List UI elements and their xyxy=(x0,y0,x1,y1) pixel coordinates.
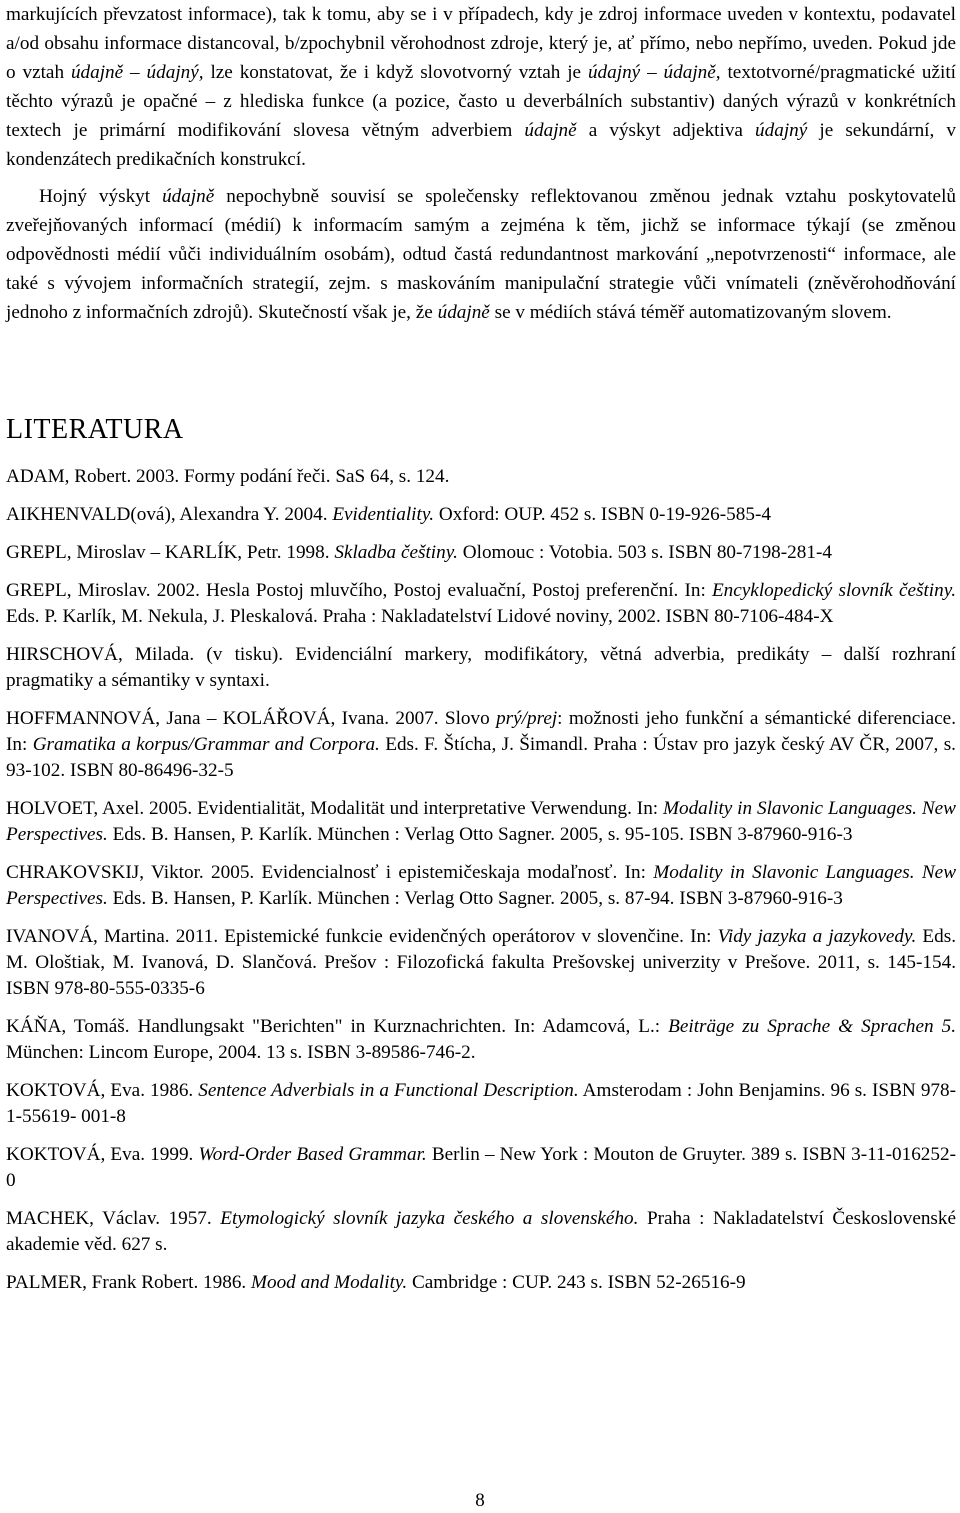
text-run: GREPL, Miroslav. 2002. Hesla Postoj mluvčího, Postoj evaluační, Postoj preferenční. In: xyxy=(6,580,712,601)
italic-text: údajně xyxy=(162,186,215,207)
reference-entry xyxy=(6,706,956,784)
text-run: Eds. B. Hansen, P. Karlík. München : Verlag Otto Sagner. 2005, s. 95-105. ISBN 3-87960-916-3 xyxy=(107,824,853,845)
reference-entry xyxy=(6,860,956,912)
italic-text: Beiträge zu Sprache & Sprachen 5. xyxy=(668,1016,956,1037)
document-page xyxy=(6,0,956,1308)
text-run: München: Lincom Europe, 2004. 13 s. ISBN 3-89586-746-2. xyxy=(6,1042,476,1063)
italic-text: údajně – údajný, xyxy=(70,62,204,83)
text-run: HIRSCHOVÁ, Milada. (v tisku). Evidenciální markery, modifikátory, větná adverbia, predikáty – další rozhraní pragmatiky a sémantiky v syntaxi. xyxy=(6,644,956,691)
text-run: HOFFMANNOVÁ, Jana – KOLÁŘOVÁ, Ivana. 2007. Slovo xyxy=(6,708,497,729)
text-run: Amsterodam : John Benjamins. 96 s. ISBN 978-1-55619- 001-8 xyxy=(6,1080,956,1127)
text-run: KOKTOVÁ, Eva. 1999. xyxy=(6,1144,199,1165)
text-run: Eds. P. Karlík, M. Nekula, J. Pleskalová. Praha : Nakladatelství Lidové noviny, 2002. ISBN 80-7106-484-X xyxy=(6,606,834,627)
body-paragraph xyxy=(6,0,956,174)
reference-entry xyxy=(6,540,956,566)
italic-text: Word-Order Based Grammar. xyxy=(198,1144,427,1165)
italic-text: Vidy jazyka a jazykovedy. xyxy=(717,926,917,947)
italic-text: prý/prej xyxy=(496,708,558,729)
text-run: lze konstatovat, že i když slovotvorný vztah je xyxy=(203,62,588,83)
text-run: markujících převzatost informace), tak k tomu, aby se i v případech, kdy je zdroj informace uveden v kontextu, podavatel a/od obsahu informace distancoval, b/zpochybnil věrohodnost zdroje, který je, ať přímo, nebo nepřímo, uveden. Pokud jde o vztah xyxy=(6,4,956,83)
text-run: HOLVOET, Axel. 2005. Evidentialität, Modalität und interpretative Verwendung. In: xyxy=(6,798,664,819)
page-number: 8 xyxy=(475,1490,485,1511)
text-run: Olomouc : Votobia. 503 s. ISBN 80-7198-281-4 xyxy=(457,542,832,563)
text-run: Berlin – New York : Mouton de Gruyter. 389 s. ISBN 3-11-016252-0 xyxy=(6,1144,956,1191)
italic-text: údajný xyxy=(755,120,808,141)
italic-text: údajně xyxy=(524,120,577,141)
text-run: AIKHENVALD(ová), Alexandra Y. 2004. xyxy=(6,504,333,525)
italic-text: Etymologický slovník jazyka českého a slovenského. xyxy=(220,1208,639,1229)
text-run: PALMER, Frank Robert. 1986. xyxy=(6,1272,252,1293)
text-run: Eds. M. Ološtiak, M. Ivanová, D. Slančová. Prešov : Filozofická fakulta Prešovskej univerzity v Prešove. 2011, s. 145-154. ISBN 978-80-555-0335-6 xyxy=(6,926,956,999)
italic-text: Sentence Adverbials in a Functional Description. xyxy=(198,1080,579,1101)
reference-entry xyxy=(6,578,956,630)
reference-entry xyxy=(6,924,956,1002)
text-run: Eds. F. Štícha, J. Šimandl. Praha : Ústav pro jazyk český AV ČR, 2007, s. 93-102. ISBN 80-86496-32-5 xyxy=(6,734,956,781)
text-run: Eds. B. Hansen, P. Karlík. München : Verlag Otto Sagner. 2005, s. 87-94. ISBN 3-87960-916-3 xyxy=(107,888,843,909)
text-run: se v médiích stává téměř automatizovaným slovem. xyxy=(489,302,892,323)
text-run: ADAM, Robert. 2003. Formy podání řeči. SaS 64, s. 124. xyxy=(6,466,450,487)
text-run: a výskyt adjektiva xyxy=(576,120,756,141)
reference-list xyxy=(6,464,956,1296)
reference-entry xyxy=(6,1142,956,1194)
italic-text: Encyklopedický slovník češtiny. xyxy=(711,580,956,601)
italic-text: Modality in Slavonic Languages. New Perspectives. xyxy=(6,862,956,909)
section-heading: LITERATURA xyxy=(6,414,184,445)
text-run: nepochybně souvisí se společensky reflektovanou změnou jednak vztahu poskytovatelů zveřejňovaných informací (médií) k informacím samým a zejména k těm, jichž se informace týkají (se změnou odpovědnosti médií vůči individuálním osobám), odtud častá redundantnost markování „nepotvrzenosti“ informace, ale také s vývojem informačních strategií, zejm. s maskováním manipulační strategie vůči vnímateli (zněvěrohodňování jednoho z informačních zdrojů). Skutečností však je, že xyxy=(6,186,956,323)
text-run: KÁŇA, Tomáš. Handlungsakt "Berichten" in Kurznachrichten. In: Adamcová, L.: xyxy=(6,1016,669,1037)
text-run: Oxford: OUP. 452 s. ISBN 0-19-926-585-4 xyxy=(434,504,771,525)
text-run: Hojný výskyt xyxy=(39,186,163,207)
italic-text: údajný – údajně, xyxy=(587,62,721,83)
text-run: : možnosti jeho funkční a sémantické diferenciace. In: xyxy=(6,708,956,755)
italic-text: Mood and Modality. xyxy=(251,1272,408,1293)
reference-entry xyxy=(6,642,956,694)
italic-text: Gramatika a korpus/Grammar and Corpora. xyxy=(32,734,380,755)
italic-text: údajně xyxy=(437,302,490,323)
italic-text: Modality in Slavonic Languages. New Perspectives. xyxy=(6,798,956,845)
text-run: Cambridge : CUP. 243 s. ISBN 52-26516-9 xyxy=(407,1272,746,1293)
text-run: je sekundární, v kondenzátech predikačních konstrukcí. xyxy=(6,120,956,170)
text-run: IVANOVÁ, Martina. 2011. Epistemické funkcie evidenčných operátorov v slovenčine. In: xyxy=(6,926,718,947)
reference-entry xyxy=(6,1206,956,1258)
italic-text: Evidentiality. xyxy=(332,504,435,525)
reference-entry xyxy=(6,1014,956,1066)
reference-entry xyxy=(6,464,956,490)
text-run: CHRAKOVSKIJ, Viktor. 2005. Evidencialnosť i epistemičeskaja modaľnosť. In: xyxy=(6,862,654,883)
text-run: MACHEK, Václav. 1957. xyxy=(6,1208,221,1229)
reference-entry xyxy=(6,502,956,528)
text-run: Praha : Nakladatelství Československé akademie věd. 627 s. xyxy=(6,1208,957,1255)
reference-entry xyxy=(6,796,956,848)
text-run: textotvorné/pragmatické užití těchto výrazů je opačné – z hlediska funkce (a pozice, často u deverbálních substantiv) daných výrazů v konkrétních textech je primární modifikování slovesa větným adverbiem xyxy=(6,62,957,141)
reference-entry xyxy=(6,1270,956,1296)
reference-entry xyxy=(6,1078,956,1130)
text-run: KOKTOVÁ, Eva. 1986. xyxy=(6,1080,199,1101)
body-paragraph xyxy=(6,182,956,327)
text-run: GREPL, Miroslav – KARLÍK, Petr. 1998. xyxy=(6,542,335,563)
italic-text: Skladba češtiny. xyxy=(334,542,458,563)
